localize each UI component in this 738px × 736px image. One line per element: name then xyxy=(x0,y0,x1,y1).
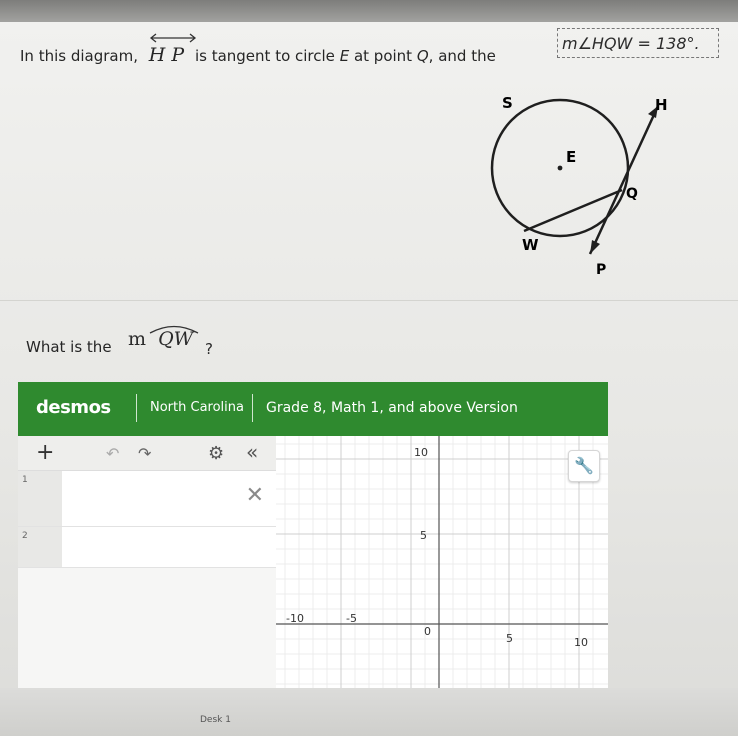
x-tick-label: -5 xyxy=(346,612,357,625)
graph-settings-wrench-icon[interactable]: 🔧 xyxy=(568,450,600,482)
label-q: Q xyxy=(626,186,638,202)
arc-qw: QW xyxy=(158,328,194,350)
chord-qw xyxy=(524,190,622,231)
x-tick-label: 10 xyxy=(574,636,588,649)
y-tick-label: 5 xyxy=(420,529,427,542)
given-angle-box: m∠HQW = 138°. xyxy=(557,28,719,58)
label-w: W xyxy=(522,236,539,254)
undo-icon[interactable]: ↶ xyxy=(106,444,120,463)
arc-m: m xyxy=(128,328,147,350)
question-and-the: , and the xyxy=(428,47,496,65)
expression-toolbar xyxy=(18,436,276,471)
expression-number: 1 xyxy=(18,471,62,526)
question-at-point: at point xyxy=(353,47,413,65)
line-hp xyxy=(149,44,184,66)
desmos-state: North Carolina xyxy=(150,400,244,415)
desmos-version: Grade 8, Math 1, and above Version xyxy=(266,400,518,416)
tangent-line xyxy=(590,106,658,254)
expression-row[interactable] xyxy=(18,471,276,527)
center-dot xyxy=(558,166,563,171)
desmos-logo: desmos xyxy=(36,397,111,418)
label-p: P xyxy=(596,262,607,278)
add-expression-button[interactable]: + xyxy=(36,440,55,465)
circle-name: E xyxy=(339,47,350,65)
redo-icon[interactable]: ↷ xyxy=(138,444,152,463)
y-tick-label: 10 xyxy=(414,446,428,459)
arc-measure xyxy=(128,328,193,350)
line-hp-label: H P xyxy=(148,44,185,66)
header-separator xyxy=(136,394,137,422)
tangent-point: Q xyxy=(416,47,429,65)
section-divider xyxy=(0,300,738,301)
collapse-panel-icon[interactable]: « xyxy=(246,440,259,464)
footer-strip xyxy=(0,688,738,736)
x-tick-label: 5 xyxy=(506,632,513,645)
gear-icon[interactable]: ⚙ xyxy=(208,443,225,464)
expression-row[interactable] xyxy=(18,527,276,568)
arrow-p xyxy=(590,240,600,254)
question-text xyxy=(20,44,496,66)
arc-symbol-icon xyxy=(148,324,200,334)
header-separator xyxy=(252,394,253,422)
question-prefix: In this diagram, xyxy=(20,47,138,65)
desk-label: Desk 1 xyxy=(200,715,231,725)
delete-expression-icon[interactable]: ✕ xyxy=(245,483,264,508)
page-footer xyxy=(0,688,738,736)
label-e: E xyxy=(566,148,577,166)
label-s: S xyxy=(502,94,513,112)
label-h: H xyxy=(655,96,668,114)
x-tick-label: 0 xyxy=(424,625,431,638)
circle-diagram xyxy=(490,88,690,288)
expression-number: 2 xyxy=(18,527,62,567)
x-tick-label: -10 xyxy=(286,612,304,625)
prompt-question-mark: ? xyxy=(205,340,213,358)
prompt-text: What is the xyxy=(26,338,112,356)
question-middle: is tangent to circle xyxy=(194,47,335,65)
desmos-header xyxy=(18,382,608,436)
